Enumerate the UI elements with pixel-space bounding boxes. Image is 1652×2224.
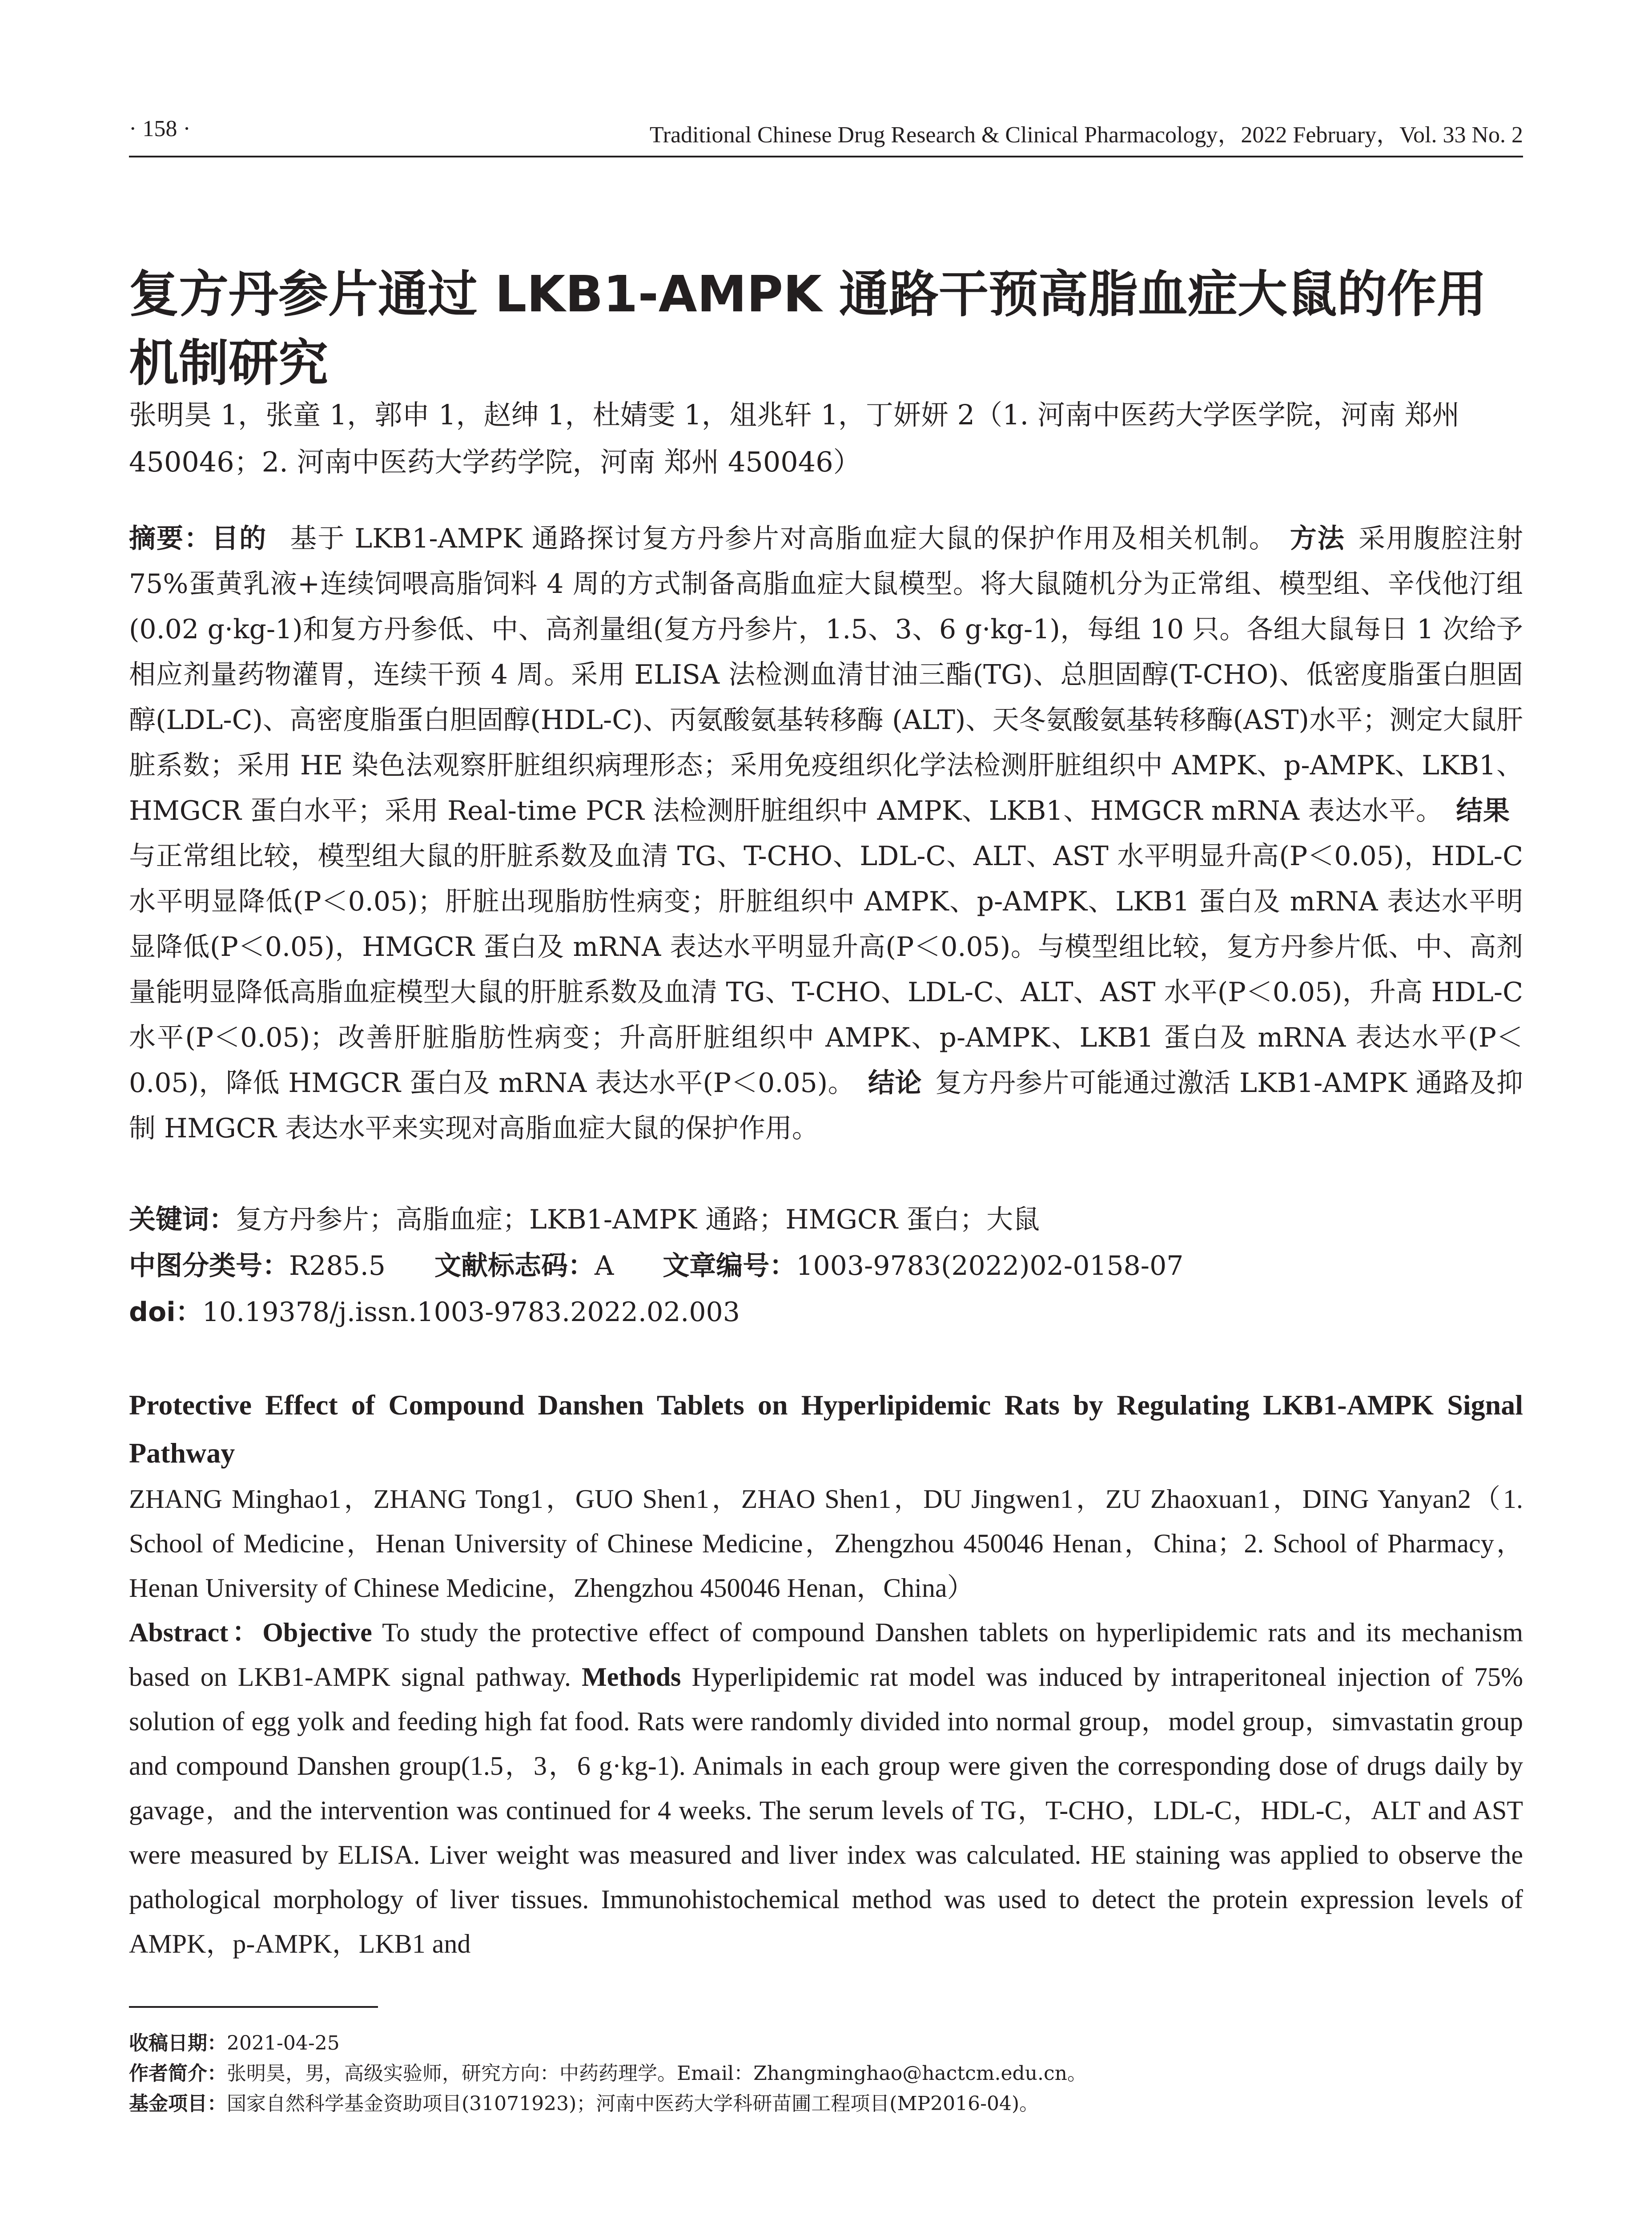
author-bio-value: 张明昊，男，高级实验师，研究方向：中药药理学。Email：Zhangminghao@hactcm.edu.cn。	[227, 2062, 1087, 2085]
authors-english: ZHANG Minghao1，ZHANG Tong1，GUO Shen1，ZHAO Shen1，DU Jingwen1，ZU Zhaoxuan1，DING Yanyan2（1. School of Medicine，Henan University of Chinese Medicine，Zhengzhou 450046 Henan，China；2. School of Pharmacy，Henan University of Chinese Medicine，Zhengzhou 450046 Henan，China）	[129, 1484, 1523, 1603]
author-bio-label: 作者简介：	[129, 2062, 227, 2085]
keywords-value: 复方丹参片；高脂血症；LKB1-AMPK 通路；HMGCR 蛋白；大鼠	[236, 1204, 1040, 1235]
title-chinese: 复方丹参片通过 LKB1-AMPK 通路干预高脂血症大鼠的作用机制研究	[129, 266, 1487, 392]
journal-citation: Traditional Chinese Drug Research & Clinical Pharmacology，2022 February，Vol. 33 No. 2	[649, 122, 1523, 148]
fund-label: 基金项目：	[129, 2092, 227, 2115]
received-value: 2021-04-25	[227, 2032, 340, 2055]
methods-en-text: Hyperlipidemic rat model was induced by intraperitoneal injection of 75% solution of egg yolk and feeding high fat food. Rats were randomly divided into normal group，model group，simvastatin group and compound Danshen group(1.5，3，6 g·kg-1). Animals in each group were given the corresponding dose of drugs daily by gavage，and the intervention was continued for 4 weeks. The serum levels of TG，T-CHO，LDL-C，HDL-C，ALT and AST were measured by ELISA. Liver weight was measured and liver index was calculated. HE staining was applied to observe the pathological morphology of liver tissues. Immunohistochemical method was used to detect the protein expression levels of AMPK，p-AMPK，LKB1 and	[129, 1662, 1523, 1958]
footnotes	[129, 2028, 1523, 2119]
article-no-value: 1003-9783(2022)02-0158-07	[796, 1250, 1184, 1281]
fund-value: 国家自然科学基金资助项目(31071923)；河南中医药大学科研苗圃工程项目(MP2016-04)。	[227, 2092, 1039, 2115]
objective-text: 基于 LKB1-AMPK 通路探讨复方丹参片对高脂血症大鼠的保护作用及相关机制。	[289, 523, 1277, 554]
received-label: 收稿日期：	[129, 2032, 227, 2055]
article-no-label: 文章编号：	[663, 1250, 796, 1281]
author-bio	[129, 2059, 1523, 2089]
received-date	[129, 2028, 1523, 2059]
objective-label: 目的	[212, 523, 267, 554]
objective-en-text: To study the protective effect of compound Danshen tablets on hyperlipidemic rats and its mechanism based on LKB1-AMPK signal pathway.	[129, 1618, 1523, 1692]
conclusion-text: 复方丹参片可能通过激活 LKB1-AMPK 通路及抑制 HMGCR 表达水平来实现对高脂血症大鼠的保护作用。	[129, 1068, 1523, 1144]
abstract-english	[129, 1610, 1523, 1966]
methods-text: 采用腹腔注射 75%蛋黄乳液+连续饲喂高脂饲料 4 周的方式制备高脂血症大鼠模型。将大鼠随机分为正常组、模型组、辛伐他汀组(0.02 g·kg-1)和复方丹参低、中、高剂量组(复方丹参片，1.5、3、6 g·kg-1)，每组 10 只。各组大鼠每日 1 次给予相应剂量药物灌胃，连续干预 4 周。采用 ELISA 法检测血清甘油三酯(TG)、总胆固醇(T-CHO)、低密度脂蛋白胆固醇(LDL-C)、高密度脂蛋白胆固醇(HDL-C)、丙氨酸氨基转移酶 (ALT)、天冬氨酸氨基转移酶(AST)水平；测定大鼠肝脏系数；采用 HE 染色法观察肝脏组织病理形态；采用免疫组织化学法检测肝脏组织中 AMPK、p-AMPK、LKB1、HMGCR 蛋白水平；采用 Real-time PCR 法检测肝脏组织中 AMPK、LKB1、HMGCR mRNA 表达水平。	[129, 523, 1523, 826]
abstract-chinese	[129, 516, 1523, 1151]
clc-value: R285.5	[289, 1250, 386, 1281]
footnote-divider	[129, 2006, 378, 2008]
classification-line	[129, 1243, 1523, 1289]
fund-info	[129, 2089, 1523, 2119]
running-header	[129, 107, 1523, 157]
methods-label: 方法	[1290, 523, 1345, 554]
authors-chinese: 张明昊 1，张童 1，郭申 1，赵绅 1，杜婧雯 1，俎兆轩 1，丁妍妍 2（1. 河南中医药大学医学院，河南 郑州 450046；2. 河南中医药大学药学院，河南 郑州 450046）	[129, 399, 1460, 478]
doc-code-label: 文献标志码：	[434, 1250, 595, 1281]
keywords	[129, 1197, 1523, 1243]
doi-label: doi：	[129, 1297, 202, 1328]
article-metadata	[129, 1197, 1523, 1335]
conclusion-label: 结论	[868, 1068, 922, 1099]
doc-code-value: A	[594, 1250, 614, 1281]
keywords-label: 关键词：	[129, 1204, 236, 1235]
doi-line	[129, 1289, 1523, 1335]
methods-en-label: Methods	[582, 1662, 681, 1692]
abstract-label: 摘要：	[129, 523, 212, 554]
title-english: Protective Effect of Compound Danshen Tablets on Hyperlipidemic Rats by Regulating LKB1-AMPK Signal Pathway	[129, 1389, 1523, 1469]
doi-value: 10.19378/j.issn.1003-9783.2022.02.003	[202, 1297, 740, 1328]
abstract-en-label: Abstract：	[129, 1618, 263, 1647]
objective-en-label: Objective	[262, 1618, 372, 1647]
results-text: 与正常组比较，模型组大鼠的肝脏系数及血清 TG、T-CHO、LDL-C、ALT、AST 水平明显升高(P＜0.05)，HDL-C 水平明显降低(P＜0.05)；肝脏出现脂肪性病变；肝脏组织中 AMPK、p-AMPK、LKB1 蛋白及 mRNA 表达水平明显降低(P＜0.05)，HMGCR 蛋白及 mRNA 表达水平明显升高(P＜0.05)。与模型组比较，复方丹参片低、中、高剂量能明显降低高脂血症模型大鼠的肝脏系数及血清 TG、T-CHO、LDL-C、ALT、AST 水平(P＜0.05)，升高 HDL-C 水平(P＜0.05)；改善肝脏脂肪性病变；升高肝脏组织中 AMPK、p-AMPK、LKB1 蛋白及 mRNA 表达水平(P＜0.05)，降低 HMGCR 蛋白及 mRNA 表达水平(P＜0.05)。	[129, 841, 1523, 1099]
clc-label: 中图分类号：	[129, 1250, 289, 1281]
results-label: 结果	[1456, 795, 1510, 826]
page-number: · 158 ·	[129, 116, 191, 141]
